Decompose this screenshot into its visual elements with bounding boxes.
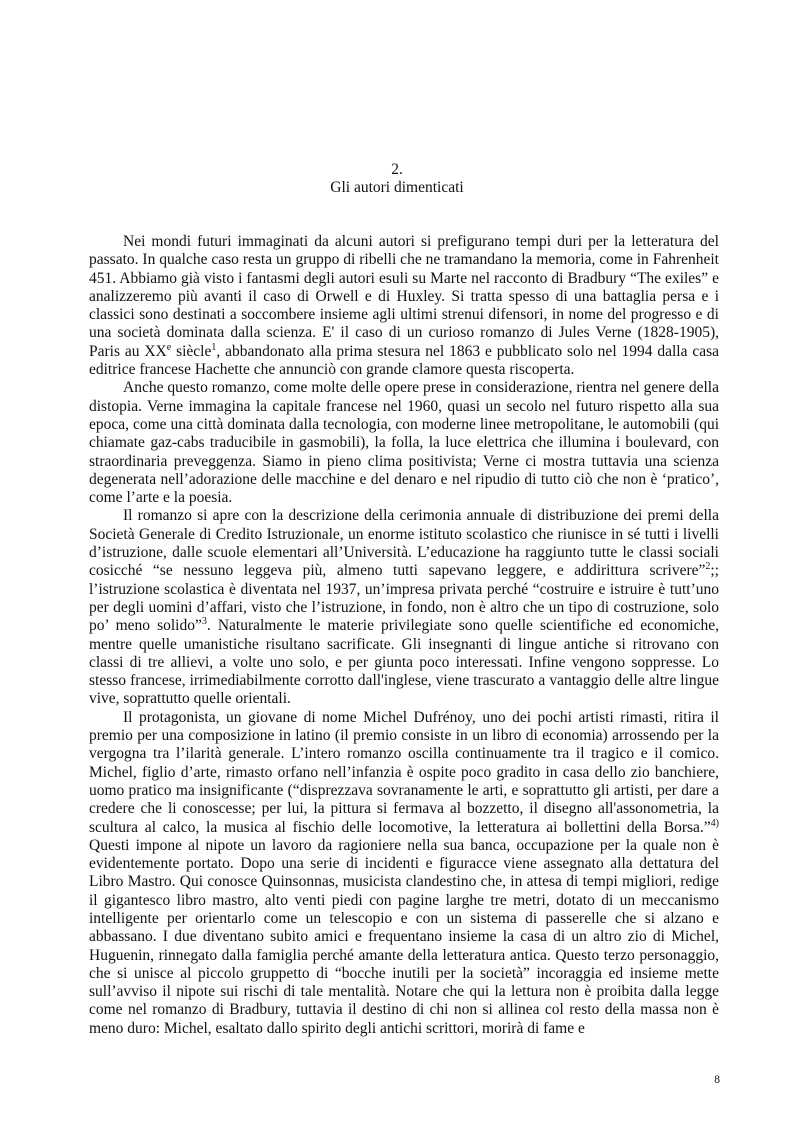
- footnote-marker: 1: [211, 341, 217, 353]
- paragraph: [89, 507, 719, 708]
- paragraph-text: Questi impone al nipote un lavoro da ragioniere nella sua banca, occupazione per la quale non è evidentemente portato. Dopo una serie di incidenti e figuracce viene assegnato alla dettatura del Libro Mastro. Qui conosce Quinsonnas, musicista clandestino che, in attesa di tempi migliori, redige il gigantesco libro mastro, alto venti piedi con pagine larghe tre metri, dotato di un meccanismo intelligente per orientarlo come un telescopio e con un sistema di passerelle che si alzano e abbassano. I due diventano subito amici e frequentano insieme la casa di un altro zio di Michel, Huguenin, rinnegato dalla famiglia perché amante della letteratura antica. Questo terzo personaggio, che si unisce al piccolo gruppetto di “bocche inutili per la società” incoraggia ed insieme mette sull’avviso il nipote sui rischi di tale mentalità. Notare che qui la lettura non è proibita dalla legge come nel romanzo di Bradbury, tuttavia il destino di chi non si allinea col resto della massa non è meno duro: Michel, esaltato dallo spirito degli antichi scrittori, morirà di fame e: [89, 836, 719, 1037]
- paragraph-text: Il protagonista, un giovane di nome Michel Dufrénoy, uno dei pochi artisti rimasti, ritira il premio per una composizione in latino (il premio consiste in un libro di economia) arrossendo per la vergogna tra l’ilarità generale. L’intero romanzo oscilla continuamente tra il tragico e il comico. Michel, figlio d’arte, rimasto orfano nell’infanzia è ospite poco gradito in casa dello zio banchiere, uomo pratico ma insignificante (“disprezzava sovranamente le arti, e soprattutto gli artisti, per dare a credere che li conoscesse; per lui, la pittura si fermava al bozzetto, il disegno all'assonometria, la scultura al calco, la musica al fischio delle locomotive, la letteratura ai bollettini della Borsa.”: [89, 708, 719, 836]
- paragraph: [89, 233, 719, 379]
- paragraph-text: . Naturalmente le materie privilegiate sono quelle scientifiche ed economiche, mentre quelle umanistiche risultano sacrificate. Gli insegnanti di lingue antiche si ritrovano con classi di tre allievi, a volte uno solo, e per giunta poco interessati. Infine vengono soppresse. Lo stesso francese, irrimediabilmente corrotto dall'inglese, viene trascurato a vantaggio delle altre lingue vive, soprattutto quelle orientali.: [89, 617, 719, 708]
- paragraph-text: Nei mondi futuri immaginati da alcuni autori si prefigurano tempi duri per la letteratura del passato. In qualche caso resta un gruppo di ribelli che ne tramandano la memoria, come in Fahrenheit 451. Abbiamo già visto i fantasmi degli autori esuli su Marte nel racconto di Bradbury “The exiles” e analizzeremo più avanti il caso di Orwell e di Huxley. Si tratta spesso di una battaglia persa e i classici sono destinati a soccombere insieme agli ultimi strenui difensori, in nome del progresso e di una società dominata dalla scienza. E' il caso di un curioso romanzo di Jules Verne (1828-1905), Paris au XX: [89, 233, 719, 360]
- footnote-marker: 4): [710, 817, 719, 829]
- paragraph-text: Il romanzo si apre con la descrizione della cerimonia annuale di distribuzione dei premi della Società Generale di Credito Istruzionale, un enorme istituto scolastico che riunisce in sé tutti i livelli d’istruzione, dalle scuole elementari all’Università. L’educazione ha raggiunto tutte le classi sociali cosicché “se nessuno leggeva più, almeno tutti sapevano leggere, e addirittura scrivere”: [89, 507, 719, 580]
- paragraph-text: siècle: [171, 342, 212, 360]
- paragraph: [89, 709, 719, 1038]
- paragraph: [89, 379, 719, 507]
- body-text: [89, 233, 719, 1038]
- footnote-marker: 3: [201, 616, 207, 628]
- chapter-number: 2.: [391, 161, 403, 178]
- chapter-title: Gli autori dimenticati: [330, 179, 464, 196]
- paragraph-text: ;; l’istruzione scolastica è diventata nel 1937, un’impresa privata perché “costruire e istruire è tutt’uno per degli uomini d’affari, visto che l’istruzione, in fondo, non è altro che un tipo di costruzione, solo po’ meno solido”: [89, 562, 719, 635]
- page-number: 8: [714, 1074, 720, 1086]
- footnote-marker: 2: [705, 561, 711, 573]
- superscript: e: [166, 341, 172, 353]
- paragraph-text: , abbandonato alla prima stesura nel 1863 e pubblicato solo nel 1994 dalla casa editrice francese Hachette che annunciò con grande clamore questa riscoperta.: [89, 342, 719, 379]
- paragraph-text: Anche questo romanzo, come molte delle opere prese in considerazione, rientra nel genere della distopia. Verne immagina la capitale francese nel 1960, quasi un secolo nel futuro rispetto alla sua epoca, come una città dominata dalla tecnologia, con moderne linee metropolitane, le automobili (qui chiamate gaz-cabs traducibile in gasmobili), la folla, la luce elettrica che illumina i boulevard, con straordinaria preveggenza. Siamo in pieno clima positivista; Verne ci mostra tuttavia una scienza degenerata nell’adorazione delle macchine e del denaro e nel ripudio di tutto ciò che non è ‘pratico’, come l’arte e la poesia.: [89, 379, 719, 507]
